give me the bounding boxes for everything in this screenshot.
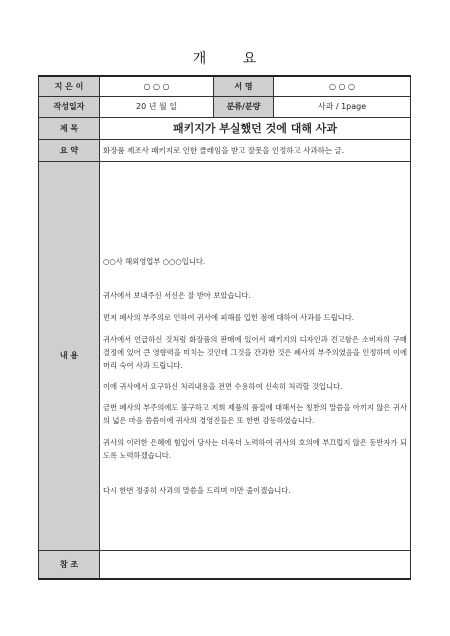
reference-value — [100, 550, 411, 579]
summary-value: 화장품 제조사 패키지로 인한 클레임을 받고 잘못을 인정하고 사과하는 글. — [100, 139, 411, 161]
content-paragraphs — [103, 255, 407, 497]
content-label: 내 용 — [39, 161, 100, 550]
date-label: 작성일자 — [39, 96, 100, 117]
signature-value: ○ ○ ○ — [274, 76, 411, 96]
author-value: ○ ○ ○ — [100, 76, 214, 96]
content-paragraph: 귀사에서 보내주신 서신은 잘 받아 보았습니다. — [103, 291, 251, 300]
author-label: 지 은 이 — [39, 76, 100, 96]
subject-value: 패키지가 부실했던 것에 대해 사과 — [100, 117, 411, 139]
content-body — [100, 161, 411, 550]
date-value: 20 년 월 일 — [100, 96, 214, 117]
category-value: 사과 / 1page — [274, 96, 411, 117]
content-paragraph: ○○사 해외영업부 ○○○입니다. — [103, 257, 206, 266]
signature-label: 서 명 — [214, 76, 274, 96]
category-label: 분류/분량 — [214, 96, 274, 117]
content-paragraph: 다시 한번 정중히 사과의 말씀을 드리며 이만 줄이겠습니다. — [103, 486, 291, 495]
content-paragraph: 금번 폐사의 부주의에도 불구하고 저희 제품의 품질에 대해서는 칭찬의 말씀을 아끼지 않은 귀사의 넓은 마음 씀씀이에 귀사의 경영진들은 또 한번 감동하였습니다. — [103, 403, 407, 425]
content-paragraph: 이에 귀사에서 요구하신 처리내용을 전면 수용하여 신속히 처리할 것입니다. — [103, 382, 343, 391]
content-paragraph: 귀사의 이러한 은혜에 힘입어 당사는 더욱더 노력하여 귀사의 호의에 부끄럽지 않은 동반자가 되도록 노력하겠습니다. — [103, 438, 407, 460]
document-title: 개 요 — [192, 51, 258, 67]
content-paragraph: 먼저 폐사의 부주의로 인하여 귀사에 피해를 입힌 점에 대하여 사과를 드립니다. — [103, 313, 355, 322]
summary-label: 요 약 — [39, 139, 100, 161]
summary-form-table — [38, 75, 411, 580]
content-paragraph: 귀사에서 언급하신 것처럼 화장품의 판매에 있어서 패키지의 디자인과 견고함은 소비자의 구매결정에 있어 큰 영향력을 미치는 것인데 그것을 간과한 것은 폐사의 부주의였음을 인정하며 이에 머리 숙여 사과 드립니다. — [103, 335, 407, 370]
reference-label: 참 조 — [39, 550, 100, 579]
subject-label: 제 목 — [39, 117, 100, 139]
